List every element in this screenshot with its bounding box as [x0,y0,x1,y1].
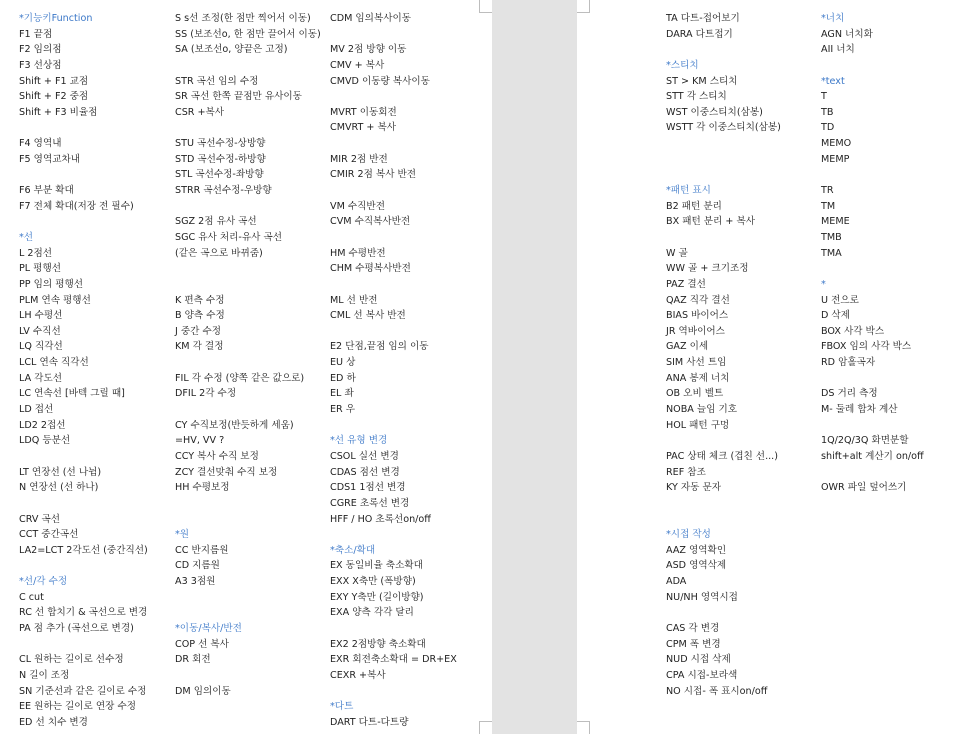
blank-line [175,261,330,277]
blank-line [330,621,490,637]
command-entry: F6 부분 확대 [19,185,74,197]
command-entry: SR 곡선 한쪽 끝점만 유사이동 [175,91,302,103]
command-entry: LD 접선 [19,404,54,416]
section-heading: * [821,278,826,290]
command-entry: PAC 상태 체크 (겹친 선...) [666,450,778,462]
command-entry: TA 다트-접어보기 [666,13,740,24]
section-heading: *스티치 [666,59,699,71]
blank-line [19,496,169,512]
command-entry: RC 선 합치기 & 곡선으로 변경 [19,607,148,619]
command-entry: ED 하 [330,372,356,384]
blank-line [330,183,490,199]
command-entry: LA2=LCT 2각도선 (중간직선) [19,544,148,556]
blank-line [666,136,816,152]
page-gutter [492,0,577,734]
command-entry: GAZ 이세 [666,341,709,353]
command-entry: EXX X축만 (폭방향) [330,576,416,588]
command-entry: LCL 연속 직각선 [19,357,89,369]
command-entry: SN 기준선과 같은 길이로 수정 [19,685,147,697]
command-entry: CEXR +복사 [330,669,386,681]
command-entry: CDS1 1점선 변경 [330,482,406,494]
command-entry: LH 수평선 [19,310,63,322]
command-entry: BX 패턴 분리 + 복사 [666,216,755,228]
command-entry: DS 거리 측정 [821,388,878,400]
left-column-1 [19,11,169,730]
command-entry: E2 단점,끝점 임의 이동 [330,341,429,353]
blank-line [175,590,330,606]
command-entry: DART 다트-다트량 [330,716,409,728]
blank-line [19,167,169,183]
command-entry: W 골 [666,247,688,259]
command-entry: B 양측 수정 [175,310,225,322]
command-entry: JR 역바이어스 [666,325,725,337]
command-entry: =HV, VV ? [175,435,225,447]
command-entry: 1Q/2Q/3Q 화면분할 [821,435,909,447]
command-entry: EX 동일비율 축소확대 [330,560,423,572]
command-entry: PL 평행선 [19,263,61,275]
blank-line [175,402,330,418]
command-entry: K 편측 수정 [175,294,225,306]
command-entry: ML 선 반전 [330,294,378,306]
blank-line [330,230,490,246]
section-heading: *축소/확대 [330,544,376,556]
command-entry: M- 둘레 합차 계산 [821,404,898,416]
command-entry: TMA [821,247,842,259]
command-entry: HOL 패턴 구멍 [666,419,730,431]
command-entry: STU 곡선수정-상방향 [175,138,266,150]
blank-line [175,121,330,137]
command-entry: ZCY 결선맞춰 수직 보정 [175,466,278,478]
command-entry: WW 골 + 크기조정 [666,263,749,275]
blank-line [175,58,330,74]
command-entry: KY 자동 문자 [666,482,721,494]
blank-line [175,355,330,371]
command-entry: DARA 다트접기 [666,28,733,40]
command-entry: KM 각 결정 [175,341,224,353]
command-entry: HM 수평반전 [330,247,386,259]
command-entry: NUD 시접 삭제 [666,654,731,666]
command-entry: CMIR 2점 복사 반전 [330,169,417,181]
blank-line [330,27,490,43]
command-entry: EXR 회전축소확대 = DR+EX [330,654,457,666]
command-entry: CCT 중간곡선 [19,529,79,541]
blank-line [821,371,956,387]
command-entry: CCY 복사 수직 보정 [175,450,259,462]
section-heading: *선 유형 변경 [330,435,388,447]
command-entry: STRR 곡선수정-우방향 [175,185,272,197]
command-entry: LV 수직선 [19,325,61,337]
section-heading: *선/각 수정 [19,576,68,588]
command-entry: B2 패턴 분리 [666,200,722,212]
command-entry: F4 영역내 [19,138,62,150]
command-entry: LQ 직각선 [19,341,63,353]
command-entry: VM 수직반전 [330,200,385,212]
command-entry: STT 각 스티치 [666,91,727,103]
blank-line [666,605,816,621]
command-entry: FIL 각 수정 (양쪽 같은 값으로) [175,372,305,384]
blank-line [666,433,816,449]
section-heading: *다트 [330,701,354,713]
blank-line [19,120,169,136]
right-page [577,0,960,734]
command-entry: CSR +복사 [175,106,225,118]
command-entry: ER 우 [330,404,356,416]
command-entry: CPA 시접-보라색 [666,669,738,681]
command-entry: T [821,91,827,103]
command-entry: CD 지름원 [175,560,220,572]
command-entry: EU 상 [330,357,356,369]
command-entry: LD2 2접선 [19,419,66,431]
section-heading: *이동/복사/반전 [175,623,242,635]
command-entry: MEME [821,216,850,228]
command-entry: MEMP [821,153,850,165]
command-entry: CY 수직보정(반듯하게 세움) [175,419,294,431]
blank-line [821,167,956,183]
command-entry: ASD 영역삭제 [666,560,727,572]
section-heading: *text [821,75,845,87]
blank-line [175,512,330,528]
command-entry: LA 각도선 [19,372,62,384]
blank-line [821,418,956,434]
command-entry: EXA 양측 각각 달리 [330,607,414,619]
command-entry: DR 회전 [175,654,211,666]
blank-line [175,496,330,512]
command-entry: CRV 곡선 [19,513,60,525]
blank-line [19,558,169,574]
command-entry: MIR 2점 반전 [330,153,388,165]
command-entry: CMVD 이동량 복사이동 [330,75,430,87]
command-entry: STR 곡선 임의 수정 [175,75,259,87]
command-entry: HFF / HO 초록선on/off [330,513,431,525]
command-entry: F7 전체 확대(저장 전 필수) [19,200,134,212]
command-entry: shift+alt 계산기 on/off [821,450,924,462]
command-entry: SGZ 2점 유사 곡선 [175,216,257,228]
command-entry: PLM 연속 평행선 [19,294,91,306]
command-entry: OWR 파일 덮어쓰기 [821,482,907,494]
command-entry: NO 시접- 폭 표시on/off [666,685,768,697]
section-heading: *선 [19,231,34,243]
command-entry: F2 임의점 [19,44,62,56]
blank-line [19,449,169,465]
command-entry: J 중간 수정 [175,325,221,337]
command-entry: WSTT 각 이중스티치(삼봉) [666,122,781,134]
blank-line [330,89,490,105]
blank-line [821,58,956,74]
command-entry: BIAS 바이어스 [666,310,729,322]
command-entry: A3 3점원 [175,576,216,588]
crop-mark [577,721,590,734]
command-entry: HH 수평보정 [175,482,230,494]
command-entry: EL 좌 [330,388,354,400]
command-entry: Shift + F2 중점 [19,91,89,103]
command-entry: TR [821,185,834,197]
blank-line [821,261,956,277]
command-entry: STL 곡선수정-좌방향 [175,169,264,181]
blank-line [330,277,490,293]
command-entry: (같은 곡으로 바뀌줌) [175,247,263,259]
section-heading: *패턴 표시 [666,185,711,197]
blank-line [330,324,490,340]
command-entry: L 2점선 [19,247,53,259]
command-entry: PP 임의 평행선 [19,278,84,290]
command-entry: NU/NH 영역시접 [666,591,738,603]
blank-line [666,496,816,512]
command-entry: CMVRT + 복사 [330,122,397,134]
command-entry: ED 선 치수 변경 [19,716,88,728]
command-entry: CML 선 복사 반전 [330,310,406,322]
blank-line [19,214,169,230]
command-entry: CHM 수평복사반전 [330,263,411,275]
command-entry: SIM 사선 트임 [666,357,727,369]
section-heading: *원 [175,529,190,541]
left-column-3 [330,11,490,730]
command-entry: CC 반지름원 [175,544,229,556]
command-entry: N 연장선 (선 하나) [19,482,99,494]
command-entry: N 길이 조정 [19,669,70,681]
command-entry: EX2 2점방향 축소확대 [330,638,426,650]
blank-line [330,418,490,434]
section-heading: *너치 [821,13,845,24]
command-entry: C cut [19,591,44,603]
blank-line [666,512,816,528]
command-entry: PAZ 결선 [666,278,706,290]
left-column-2 [175,11,330,699]
command-entry: F5 영역교차내 [19,153,81,165]
command-entry: ST > KM 스티치 [666,75,738,87]
crop-mark [577,0,590,13]
blank-line [330,136,490,152]
right-column-1 [666,11,816,699]
blank-line [175,668,330,684]
command-entry: LDQ 등분선 [19,435,71,447]
command-entry: OB 오비 벨트 [666,388,724,400]
command-entry: QAZ 직각 결선 [666,294,730,306]
blank-line [175,605,330,621]
command-entry: F1 끝점 [19,28,53,40]
command-entry: D 삭제 [821,310,850,322]
command-entry: CVM 수직복사반전 [330,216,411,228]
command-entry: EXY Y축만 (길이방향) [330,591,424,603]
command-entry: SA (보조선o, 양끝은 고정) [175,44,288,56]
command-entry: SGC 유사 처리-유사 곡선 [175,232,282,243]
command-entry: RD 암홀곡자 [821,357,876,369]
command-entry: MEMO [821,138,852,150]
command-entry: ANA 봉제 너치 [666,372,730,384]
command-entry: WST 이중스티치(삼봉) [666,106,763,118]
command-entry: AII 너치 [821,44,855,56]
blank-line [19,637,169,653]
command-entry: CPM 폭 변경 [666,638,721,650]
command-entry: CL 원하는 길이로 선수정 [19,654,124,666]
blank-line [330,527,490,543]
command-entry: CSOL 실선 변경 [330,450,399,462]
command-entry: AGN 너치화 [821,28,873,40]
command-entry: F3 선상점 [19,59,62,71]
command-entry: LC 연속선 [바텍 그릴 때] [19,388,125,400]
command-entry: ADA [666,576,687,588]
command-entry: CMV + 복사 [330,59,385,71]
command-entry: REF 참조 [666,466,706,478]
command-entry: AAZ 영역확인 [666,544,727,556]
command-entry: DM 임의이동 [175,685,231,697]
command-entry: TM [821,200,836,212]
command-entry: U 전으로 [821,294,859,306]
blank-line [666,42,816,58]
command-entry: MV 2점 방향 이동 [330,44,407,56]
command-entry: FBOX 임의 사각 박스 [821,341,912,353]
command-entry: CDM 임의복사이동 [330,13,412,24]
command-entry: EE 원하는 길이로 연장 수정 [19,701,136,713]
command-entry: TD [821,122,835,134]
command-entry: CAS 각 변경 [666,622,720,634]
blank-line [821,465,956,481]
command-entry: NOBA 늘임 기호 [666,404,738,416]
blank-line [330,684,490,700]
command-entry: BOX 사각 박스 [821,325,885,337]
command-entry: SS (보조선o, 한 점만 끌어서 이동) [175,28,321,40]
command-entry: Shift + F1 교점 [19,75,89,87]
section-heading: *시접 작성 [666,529,711,541]
command-entry: TMB [821,231,842,243]
blank-line [666,167,816,183]
blank-line [175,277,330,293]
command-entry: MVRT 이동회전 [330,106,397,118]
command-entry: COP 선 복사 [175,638,229,650]
command-entry: STD 곡선수정-하방향 [175,153,266,165]
blank-line [666,230,816,246]
section-heading: *기능키Function [19,13,93,24]
command-entry: PA 점 추가 (곡선으로 변경) [19,622,134,634]
right-column-2 [821,11,956,496]
command-entry: CDAS 점선 변경 [330,466,400,478]
blank-line [666,152,816,168]
blank-line [175,199,330,215]
command-entry: TB [821,106,834,118]
command-entry: Shift + F3 비율점 [19,106,98,118]
command-entry: DFIL 2각 수정 [175,388,237,400]
command-entry: CGRE 초록선 변경 [330,497,410,509]
command-entry: S s선 조정(한 점만 찍어서 이동) [175,13,311,24]
command-entry: LT 연장선 (선 나뉨) [19,466,102,478]
